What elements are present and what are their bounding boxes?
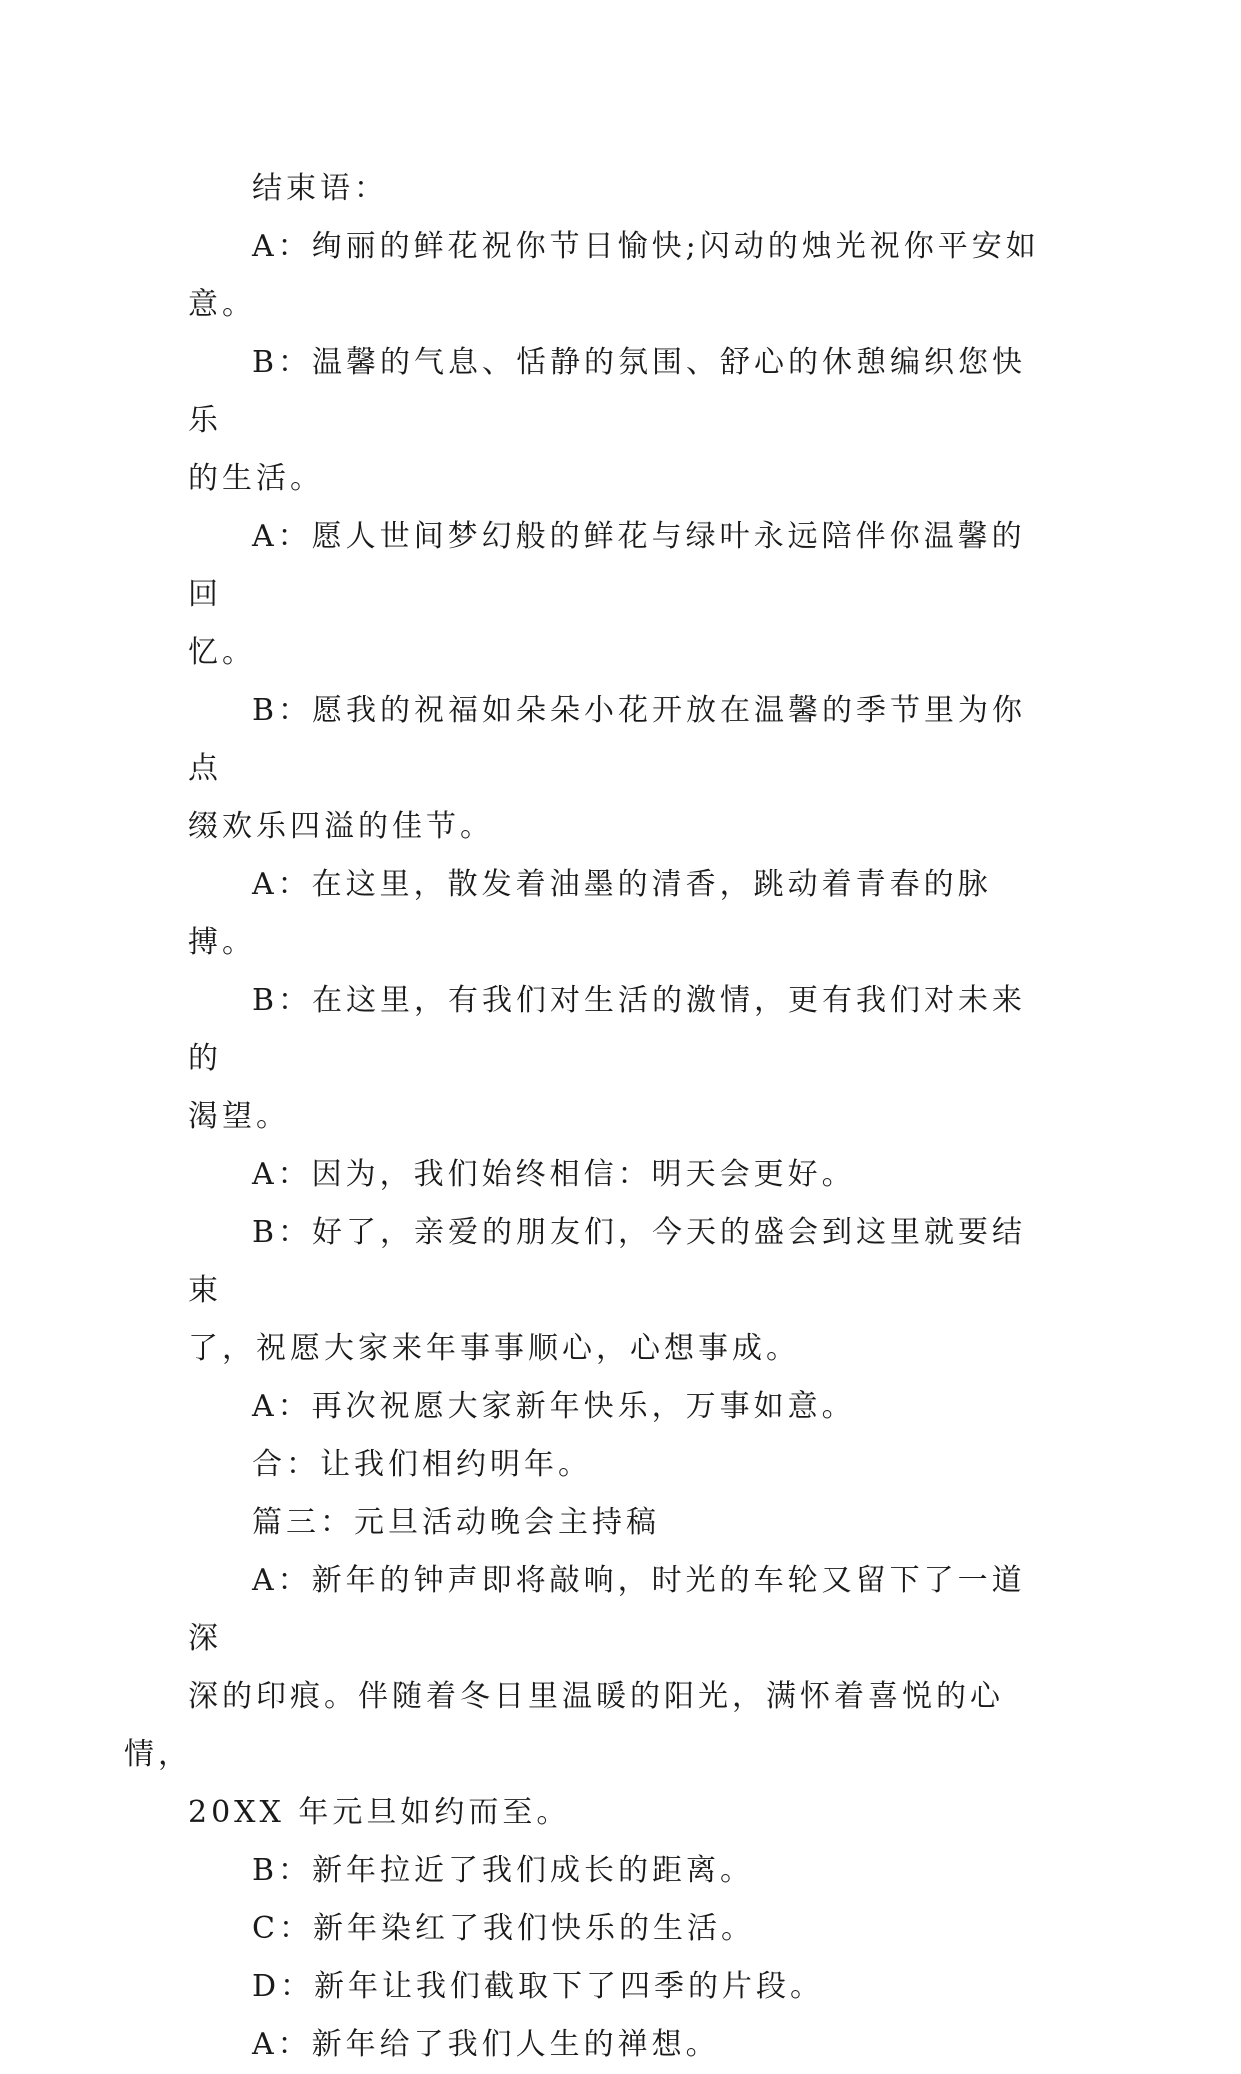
text-line: 合：让我们相约明年。 (252, 1447, 592, 1482)
paragraph (188, 856, 1048, 972)
text-line: B：好了，亲爱的朋友们，今天的盛会到这里就要结束 (188, 1215, 1027, 1308)
paragraph (188, 508, 1048, 682)
text-line: A：新年给了我们人生的禅想。 (252, 2027, 720, 2062)
text-line: A：新年的钟声即将敲响，时光的车轮又留下了一道深 (188, 1563, 1026, 1656)
text-line: 了，祝愿大家来年事事顺心，心想事成。 (188, 1331, 800, 1366)
text-line: D：新年让我们截取下了四季的片段。 (252, 1969, 825, 2004)
paragraph (124, 1552, 1048, 1842)
text-line: 篇三：元旦活动晚会主持稿 (252, 1505, 660, 1540)
text-line: 20XX 年元旦如约而至。 (188, 1795, 571, 1830)
paragraph (188, 682, 1048, 856)
text-line: 结束语： (252, 171, 388, 206)
text-line: B：愿我的祝福如朵朵小花开放在温馨的季节里为你点 (188, 693, 1027, 786)
paragraph (188, 218, 1048, 334)
paragraph (188, 2016, 1048, 2074)
paragraph (188, 1494, 1048, 1552)
text-line: A：愿人世间梦幻般的鲜花与绿叶永远陪伴你温馨的回 (188, 519, 1026, 612)
paragraph (188, 1204, 1048, 1378)
paragraph (188, 1436, 1048, 1494)
paragraph (188, 334, 1048, 508)
paragraph (188, 1842, 1048, 1900)
paragraph (188, 160, 1048, 218)
text-line: 深的印痕。伴随着冬日里温暖的阳光，满怀着喜悦的心情， (124, 1679, 1004, 1772)
text-line: A：因为，我们始终相信：明天会更好。 (252, 1157, 856, 1192)
text-line: B：新年拉近了我们成长的距离。 (252, 1853, 755, 1888)
text-line: C：新年染红了我们快乐的生活。 (252, 1911, 755, 1946)
text-line: A：绚丽的鲜花祝你节日愉快;闪动的烛光祝你平安如意。 (188, 229, 1040, 322)
paragraph (188, 1146, 1048, 1204)
paragraph (188, 1958, 1048, 2016)
text-line: 忆。 (188, 635, 256, 670)
text-line: A：再次祝愿大家新年快乐，万事如意。 (252, 1389, 856, 1424)
text-line: 缀欢乐四溢的佳节。 (188, 809, 494, 844)
paragraph (188, 1900, 1048, 1958)
text-line: B：温馨的气息、恬静的氛围、舒心的休憩编织您快乐 (188, 345, 1027, 438)
paragraph (188, 972, 1048, 1146)
paragraph (188, 1378, 1048, 1436)
text-line: 的生活。 (188, 461, 324, 496)
text-line: A：在这里，散发着油墨的清香，跳动着青春的脉搏。 (188, 867, 992, 960)
text-line: B：在这里，有我们对生活的激情，更有我们对未来的 (188, 983, 1027, 1076)
document-body (124, 160, 1048, 2074)
text-line: 渴望。 (188, 1099, 290, 1134)
